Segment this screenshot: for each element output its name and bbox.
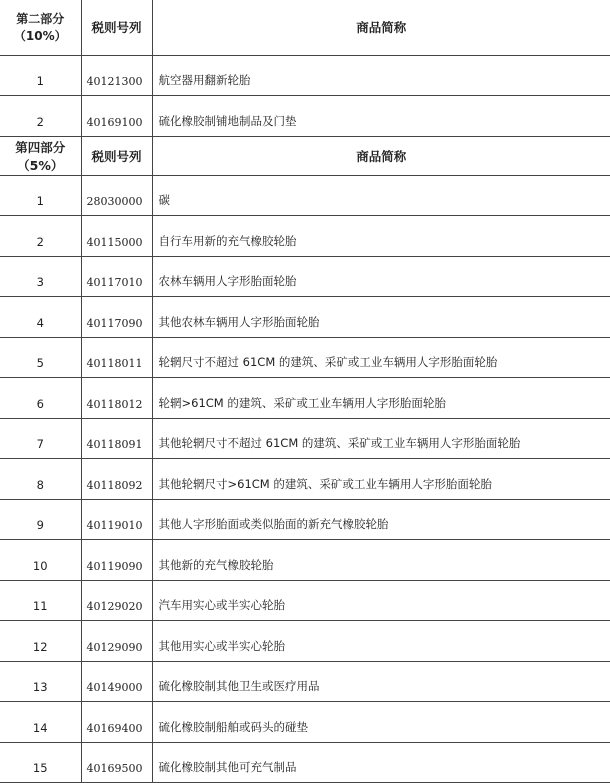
tariff-code: 40119010 — [81, 499, 152, 540]
tariff-code: 40121300 — [81, 55, 152, 96]
table-row — [0, 55, 610, 96]
product-name: 其他新的充气橡胶轮胎 — [152, 540, 610, 581]
row-number: 14 — [0, 702, 81, 743]
tariff-code: 40129090 — [81, 621, 152, 662]
section2-header-row — [0, 0, 610, 55]
section-label: 第二部分（10%） — [0, 0, 81, 55]
table-row — [0, 702, 610, 743]
tariff-code: 40118091 — [81, 418, 152, 459]
table-row — [0, 661, 610, 702]
product-name: 轮辋尺寸不超过 61CM 的建筑、采矿或工业车辆用人字形胎面轮胎 — [152, 337, 610, 378]
tariff-code: 40169100 — [81, 96, 152, 137]
table-row — [0, 216, 610, 257]
table-row — [0, 337, 610, 378]
section-label: 第四部分（5%） — [0, 136, 81, 175]
tariff-code: 40118092 — [81, 459, 152, 500]
tariff-code: 40118012 — [81, 378, 152, 419]
table-row — [0, 540, 610, 581]
table-row — [0, 499, 610, 540]
tariff-code: 40117090 — [81, 297, 152, 338]
tariff-code: 28030000 — [81, 175, 152, 216]
product-name: 其他农林车辆用人字形胎面轮胎 — [152, 297, 610, 338]
product-name: 硫化橡胶制铺地制品及门垫 — [152, 96, 610, 137]
product-name: 碳 — [152, 175, 610, 216]
table-row — [0, 742, 610, 783]
product-name: 硫化橡胶制其他卫生或医疗用品 — [152, 661, 610, 702]
row-number: 13 — [0, 661, 81, 702]
product-name: 航空器用翻新轮胎 — [152, 55, 610, 96]
row-number: 1 — [0, 175, 81, 216]
row-number: 7 — [0, 418, 81, 459]
tariff-code: 40118011 — [81, 337, 152, 378]
row-number: 2 — [0, 96, 81, 137]
row-number: 8 — [0, 459, 81, 500]
row-number: 11 — [0, 580, 81, 621]
product-name: 其他轮辋尺寸不超过 61CM 的建筑、采矿或工业车辆用人字形胎面轮胎 — [152, 418, 610, 459]
tariff-code: 40129020 — [81, 580, 152, 621]
row-number: 1 — [0, 55, 81, 96]
row-number: 2 — [0, 216, 81, 257]
table-row — [0, 175, 610, 216]
product-name: 农林车辆用人字形胎面轮胎 — [152, 256, 610, 297]
table-row — [0, 96, 610, 137]
row-number: 6 — [0, 378, 81, 419]
product-name: 汽车用实心或半实心轮胎 — [152, 580, 610, 621]
name-header: 商品简称 — [152, 136, 610, 175]
tariff-code: 40117010 — [81, 256, 152, 297]
name-header: 商品简称 — [152, 0, 610, 55]
table-row — [0, 580, 610, 621]
tariff-code: 40115000 — [81, 216, 152, 257]
row-number: 4 — [0, 297, 81, 338]
row-number: 5 — [0, 337, 81, 378]
code-header: 税则号列 — [81, 0, 152, 55]
product-name: 硫化橡胶制其他可充气制品 — [152, 742, 610, 783]
table-row — [0, 418, 610, 459]
table-row — [0, 378, 610, 419]
product-name: 硫化橡胶制船舶或码头的碰垫 — [152, 702, 610, 743]
row-number: 3 — [0, 256, 81, 297]
product-name: 其他用实心或半实心轮胎 — [152, 621, 610, 662]
tariff-code: 40149000 — [81, 661, 152, 702]
row-number: 9 — [0, 499, 81, 540]
row-number: 12 — [0, 621, 81, 662]
product-name: 自行车用新的充气橡胶轮胎 — [152, 216, 610, 257]
product-name: 其他轮辋尺寸>61CM 的建筑、采矿或工业车辆用人字形胎面轮胎 — [152, 459, 610, 500]
table-row — [0, 459, 610, 500]
tariff-code: 40169400 — [81, 702, 152, 743]
table-row — [0, 256, 610, 297]
code-header: 税则号列 — [81, 136, 152, 175]
tariff-code: 40119090 — [81, 540, 152, 581]
product-name: 其他人字形胎面或类似胎面的新充气橡胶轮胎 — [152, 499, 610, 540]
tariff-code: 40169500 — [81, 742, 152, 783]
row-number: 10 — [0, 540, 81, 581]
table-row — [0, 621, 610, 662]
table-row — [0, 297, 610, 338]
product-name: 轮辋>61CM 的建筑、采矿或工业车辆用人字形胎面轮胎 — [152, 378, 610, 419]
section4-header-row — [0, 136, 610, 175]
row-number: 15 — [0, 742, 81, 783]
